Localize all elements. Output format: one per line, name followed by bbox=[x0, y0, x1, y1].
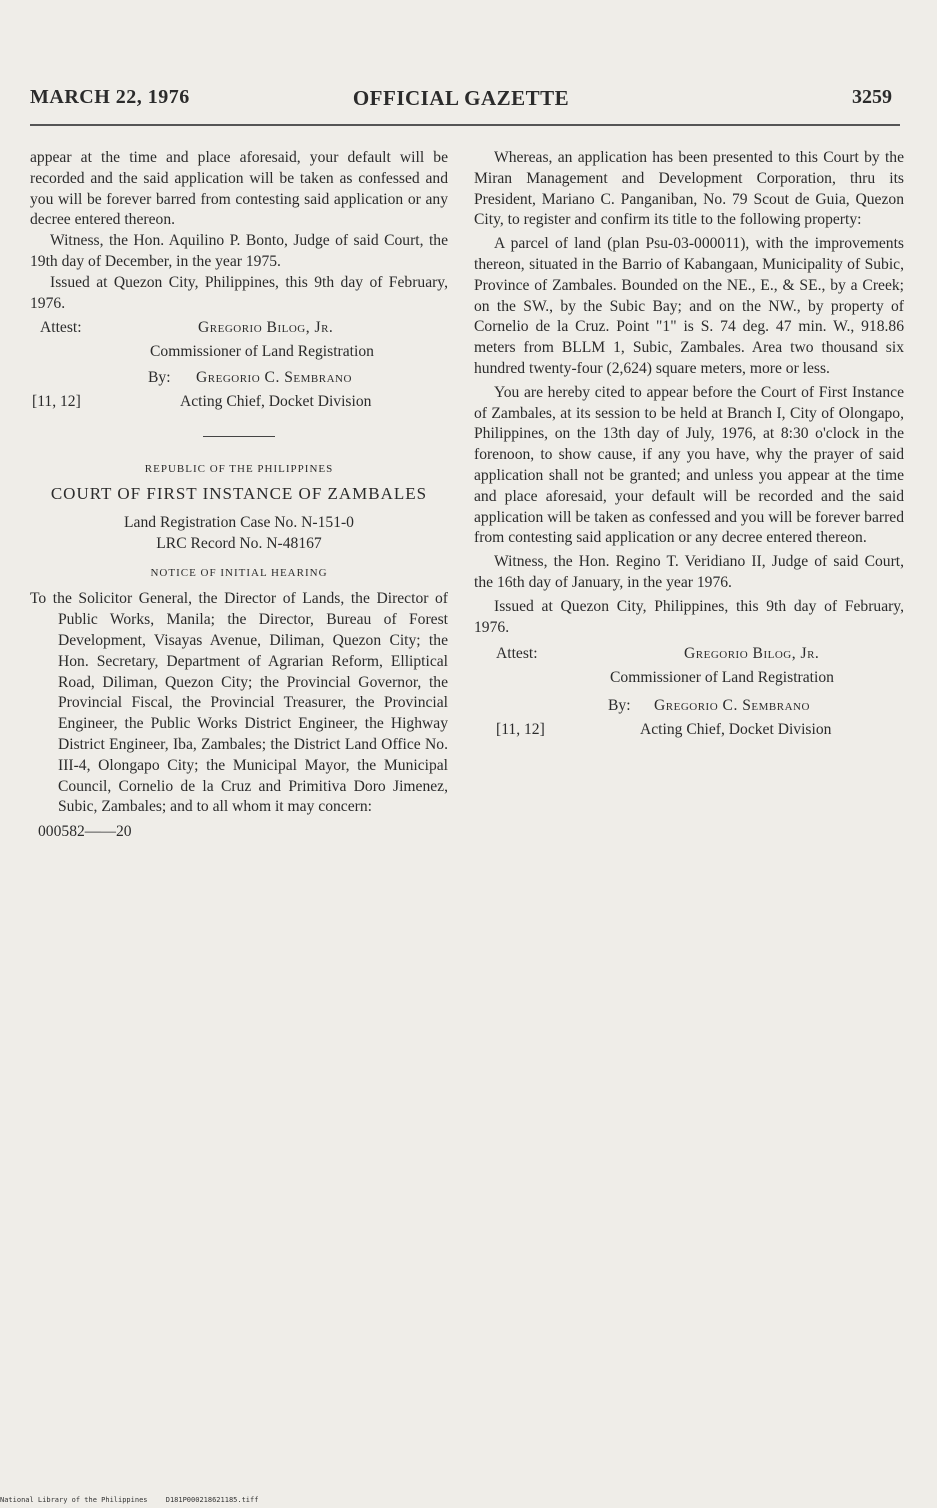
by-name: Gregorio C. Sembrano bbox=[654, 697, 810, 715]
footer-source: National Library of the Philippines bbox=[0, 1496, 148, 1504]
notice-title: NOTICE OF INITIAL HEARING bbox=[150, 566, 328, 579]
left-column bbox=[30, 148, 448, 843]
header-rule bbox=[30, 124, 900, 126]
by-title: Acting Chief, Docket Division bbox=[640, 721, 832, 739]
witness-paragraph: Witness, the Hon. Regino T. Veridiano II, Judge of said Court, the 16th day of January, in the year 1976. bbox=[474, 553, 904, 591]
section-divider bbox=[203, 436, 275, 437]
by-label: By: bbox=[148, 369, 171, 387]
attest-label: Attest: bbox=[40, 319, 82, 337]
by-label: By: bbox=[608, 697, 631, 715]
scan-footer bbox=[0, 1496, 272, 1504]
attest-line bbox=[30, 318, 448, 342]
issue-bracket: [11, 12] bbox=[496, 721, 545, 739]
republic-heading: REPUBLIC OF THE PHILIPPINES bbox=[144, 463, 334, 476]
citation-paragraph: You are hereby cited to appear before the Court of First Instance of Zambales, at its session to be held at Branch I, City of Olongapo, Philippines, on the 13th day of July, 1976, at 8:30 o'clock in the forenoon, to show cause, if any you have, why the prayer of said application shall not be granted; and unless you appear at the time and place aforesaid, your default will be recorded and the said application will be taken as confessed and you will be forever barred from contesting said application or any decree entered thereon. bbox=[474, 383, 904, 547]
page-header bbox=[30, 86, 892, 116]
by-line bbox=[30, 368, 448, 392]
issued-paragraph: Issued at Quezon City, Philippines, this 9th day of February, 1976. bbox=[30, 273, 448, 312]
right-column bbox=[474, 148, 904, 744]
issue-date: MARCH 22, 1976 bbox=[30, 86, 190, 108]
attest-title-line bbox=[474, 668, 904, 692]
by-name: Gregorio C. Sembrano bbox=[196, 369, 352, 387]
court-heading: COURT OF FIRST INSTANCE OF ZAMBALES bbox=[50, 484, 428, 504]
publication-title: OFFICIAL GAZETTE bbox=[352, 86, 570, 110]
addressees-paragraph: To the Solicitor General, the Director of Lands, the Director of Public Works, Manila; the Director, Bureau of Forest Development, Visayas Avenue, Diliman, Quezon City; the Hon. Secretary, Department of Agrarian Reform, Elliptical Road, Diliman, Quezon City; the Provincial Governor, the Provincial Fiscal, the Provincial Treasurer, the Provincial Engineer, the Public Works District Engineer, the Highway District Engineer, Iba, Zambales; the District Land Office No. III-4, Olongapo City; the Municipal Mayor, the Municipal Council, Cornelio de la Cruz and Primitiva Doro Jimenez, Subic, Zambales; and to all whom it may concern: bbox=[30, 590, 448, 816]
witness-paragraph: Witness, the Hon. Aquilino P. Bonto, Judge of said Court, the 19th day of December, in the year 1975. bbox=[30, 232, 448, 270]
page-number: 3259 bbox=[852, 86, 892, 108]
attest-name: Gregorio Bilog, Jr. bbox=[684, 645, 820, 663]
footer-file: D181P000218621185.tiff bbox=[165, 1496, 259, 1504]
attest-title: Commissioner of Land Registration bbox=[610, 669, 834, 687]
whereas-paragraph: Whereas, an application has been presented to this Court by the Miran Management and Development Corporation, thru its President, Mariano C. Panganiban, No. 79 Scout de Guia, Quezon City, to register and confirm its title to the following property: bbox=[474, 149, 904, 229]
attest-label: Attest: bbox=[496, 645, 538, 663]
attest-name: Gregorio Bilog, Jr. bbox=[198, 319, 334, 337]
lrc-record: LRC Record No. N-48167 bbox=[156, 534, 322, 552]
case-number: Land Registration Case No. N-151-0 bbox=[124, 513, 354, 531]
parcel-paragraph: A parcel of land (plan Psu-03-000011), with the improvements thereon, situated in the Barrio of Kabangaan, Municipality of Subic, Province of Zambales. Bounded on the NE., E., & SE., by a Creek; on the SW., by the Subic Bay; and on the NW., by property of Cornelio de la Cruz. Point "1" is S. 74 deg. 47 min. W., 918.86 meters from BLLM 1, Subic, Zambales. Area two thousand six hundred twenty-four (2,624) square meters, more or less. bbox=[474, 235, 904, 377]
attest-line bbox=[474, 644, 904, 668]
issue-bracket: [11, 12] bbox=[32, 393, 81, 411]
by-line bbox=[474, 696, 904, 720]
by-title: Acting Chief, Docket Division bbox=[180, 393, 372, 411]
attest-title: Commissioner of Land Registration bbox=[150, 343, 374, 361]
notice-code: 000582——20 bbox=[38, 823, 132, 841]
attest-title-line bbox=[30, 342, 448, 366]
issued-paragraph: Issued at Quezon City, Philippines, this 9th day of February, 1976. bbox=[474, 597, 904, 636]
continued-paragraph: appear at the time and place aforesaid, your default will be recorded and the said application will be taken as confessed and you will be forever barred from contesting said application or any decree entered thereon. bbox=[30, 149, 448, 229]
by-title-line bbox=[474, 720, 904, 744]
by-title-line bbox=[30, 392, 448, 416]
